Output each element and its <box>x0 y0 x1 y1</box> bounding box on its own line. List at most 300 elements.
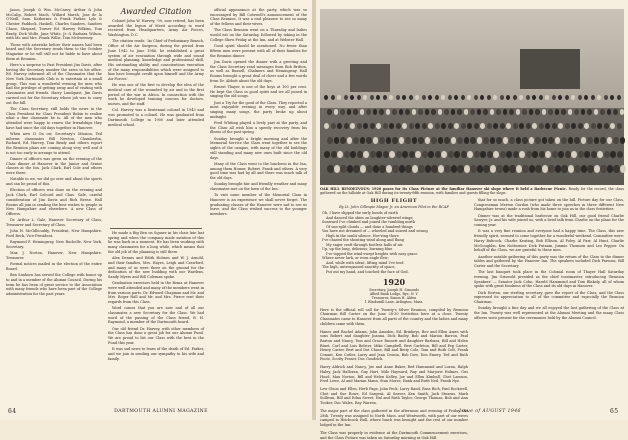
photo-person <box>516 109 521 115</box>
photo-person <box>591 123 596 129</box>
photo-person <box>340 109 345 115</box>
photo-person <box>425 137 431 144</box>
photo-person <box>613 165 620 173</box>
paragraph: Here is the official roll call for Twenty's Silver Reunion, compiled by Reunion Chairman Bill Carter on the June 28-30 festivities here at a close. Twenty Classmates came to Hanover from all parts of the country and the ladies and many children came with them. <box>320 307 468 326</box>
photo-person <box>457 165 464 173</box>
photo-person <box>610 95 614 100</box>
class-notes-column-1 <box>320 307 468 440</box>
photo-person <box>578 95 582 100</box>
left-column-3 <box>210 8 307 404</box>
poem-line: Oh, I have slipped the surly bonds of earth <box>322 211 398 215</box>
photo-person <box>441 95 445 100</box>
paragraph: Ernest Thayer is one of the boys at 100 per cent. He kept the Class in good spirit and we all joined in singing the old songs. <box>210 84 307 99</box>
photo-person <box>545 123 550 129</box>
photo-person <box>591 151 597 158</box>
paragraph: The major part of the class gathered in the afternoon and evening of Friday, the 28th. Twenty was assigned to North Mass. and Wentworth, with part of our wives camped in Hitchcock Hall, where lunch was brought and the rest of our number lodged in the Inn. <box>320 409 468 427</box>
photo-person <box>587 165 594 173</box>
photo-person <box>402 123 407 129</box>
photo-person <box>389 95 393 100</box>
photo-person <box>412 109 417 115</box>
photo-person <box>370 151 376 158</box>
paragraph: Dinner of officers was given on the evening of the Class dinner at Hanover in the Junior and Senior classes at the Inn. Jack Clark, Earl Cole and others were there. <box>6 157 102 176</box>
paragraph: When new II On ow, Secretary's Mission, Ted informs classmates Bill Newton, Chamberlin, Richard, Ed. Harvey, Tom Brady and others report the Reunion plans are coming along very well and it is not too early to arrange to attend. <box>6 131 102 155</box>
photo-person <box>470 137 476 144</box>
class-officer-line: Allied Bank Lodge, Rye, N. Y. <box>369 292 419 297</box>
photo-person <box>392 165 399 173</box>
paragraph: official appearance at the party, which was so encouraged by Bill Cotswell's announcement of the Class Reunion. It was a real pleasure to see so many of the fellows and their wives. <box>210 8 307 27</box>
photo-person <box>587 137 593 144</box>
photo-person <box>431 109 436 115</box>
paragraph: John H. McGillicuddy, President, New Hampshire. Ford Beck, Vice-President. <box>6 229 102 238</box>
photo-person <box>513 151 519 158</box>
photo-person <box>418 137 424 144</box>
photo-person <box>493 95 497 100</box>
photo-person <box>363 123 368 129</box>
photo-person <box>360 109 365 115</box>
photo-person <box>383 123 388 129</box>
left-column-2-continued <box>108 231 204 404</box>
paragraph: Fred Whiting played a lively part at the party, and the Class all wish him a speedy recovery from his illness of the past spring. <box>210 121 307 135</box>
paragraph: The citation reads: 'As Chief of Preliminary Branch, Office of the Air Surgeon, during the period from June 1942 to June 1946, he established a great system of air evacuation through wide and sound medical planning, knowledge and professional skill. His outstanding ability and conscientious execution of the many responsibilities which were assigned to him have brought credit upon himself and the Army Air Forces.' <box>108 39 204 82</box>
photo-person <box>516 137 522 144</box>
poem-line: High in the sunlit silence. Hov'ring there <box>326 233 399 238</box>
class-officer-line: 1 Windsmill Lane, Arlington, Mass. <box>364 300 424 305</box>
photo-person <box>552 151 558 158</box>
photo-person <box>617 123 622 129</box>
photo-person <box>600 109 605 115</box>
photo-person <box>435 151 441 158</box>
photo-person <box>350 123 355 129</box>
photo-person <box>483 165 490 173</box>
photo-person <box>461 95 465 100</box>
paragraph: Dr. Arthur L. Gale, Hanover Secretary of Class, Treasurer and Secretary of Class. <box>6 218 102 227</box>
paragraph: Sunday brought a fine day and we all enjoyed the last gathering of the Class at the Inn. Twenty was well represented at the Alumni Meeting and the many Class officers were present for the ceremonies held by the Alumni Council. <box>474 306 624 320</box>
photo-crowd <box>320 89 624 185</box>
class-officer-line: Treasurer, Simon H. Alden <box>371 296 417 301</box>
photo-person <box>477 137 483 144</box>
paragraph: Graduation exercises held in the Bema at Hanover were well attended and many of the members went in from various parts. Dr. Edward Chapman and Mr. and Mrs. Roger Hall and Mr. and Mrs. Pierce sent their regards from this Class. <box>108 281 204 305</box>
photo-person <box>451 137 457 144</box>
photo-person <box>415 151 421 158</box>
paragraph: He was one of the first to develop the idea of the medical care of the wounded by air and in the first period of the war in Africa. In connection with the work he developed training courses for doctors, nurses, and the staff. <box>108 83 204 107</box>
photo-person <box>506 123 511 129</box>
photo-person <box>340 165 347 173</box>
photo-person <box>331 123 336 129</box>
paragraph: Lew Olson and Ellen, Herb Page, John Peck, Larry Rand, Russ Rich, Paul Rockwell, Chet and Sue Rowe, Ed Sargent, Al Seaver, Ken Smith, Jack Stearns, Mark Sullivan, Bill and Edna Sweet, Hal and Ruth Taylor, George Thomas, Bob and Ann Tucker, Doc Wales, Ray Warren. <box>320 387 468 406</box>
photo-person <box>435 95 439 100</box>
poem-line: Put out my hand, and touched the face of God. <box>326 269 409 274</box>
photo-person <box>480 123 485 129</box>
photo-person <box>571 151 577 158</box>
paragraph: The Class Reunion went on a Thursday and ladies would eat on the Saturday, followed by taking in the College Show Friday at the Inn, and at Webster Hall. <box>210 28 307 42</box>
photo-person <box>373 109 378 115</box>
photo-person <box>431 137 437 144</box>
paragraph: Col. Harvey was a lieutenant colonel in 1943 and was promoted to a colonel. He was graduated from Dartmouth College in 1900 and later attended medical school. <box>108 108 204 127</box>
paragraph: Colonel John W. Harvey, '00, now retired, has been awarded the legion of Merit according to word received from Headquarters, Army Air Forces, Washington, D.C. <box>108 19 204 38</box>
photo-person <box>548 137 554 144</box>
photo-person <box>522 165 529 173</box>
photo-person <box>500 151 506 158</box>
photo-person <box>513 123 518 129</box>
photo-person <box>357 151 363 158</box>
poem-line: And, while with silent, lifting mind I've trod <box>326 260 404 265</box>
photo-person <box>360 137 366 144</box>
photo-person <box>334 109 339 115</box>
photo-person <box>457 137 463 144</box>
photo-person <box>431 165 438 173</box>
photo-person <box>597 151 603 158</box>
photo-person <box>454 123 459 129</box>
photo-person <box>493 151 499 158</box>
photo-person <box>558 151 564 158</box>
photo-person <box>357 95 361 100</box>
paragraph: The Class Secretary, still holds the news in the Class President for Class President Rubin to realize what a fine classmate he is. All of the men who attended were happy to renew the friendships they have had since the old days together in Hanover. <box>6 106 102 130</box>
photo-person <box>402 151 408 158</box>
photo-person <box>399 109 404 115</box>
photo-person <box>347 109 352 115</box>
photo-person <box>620 109 625 115</box>
photo-person <box>487 95 491 100</box>
photo-person <box>474 123 479 129</box>
awarded-citation-heading: Awarded Citation <box>120 7 192 16</box>
photo-person <box>568 137 574 144</box>
paragraph: Formal notices mailed in the election of the entire Board. <box>6 262 102 271</box>
photo-person <box>422 123 427 129</box>
photo-person <box>409 95 413 100</box>
photo-person <box>324 123 329 129</box>
citation-divider <box>110 228 202 229</box>
paragraph: Jim Davis opened the dinner with a greeting and the Class Secretary read messages from Bob Britton, as well as Russell, Chalmers and Hemingway. Hall Rooms brought a great deal of cheer and a few words from Dr. Abbott about the old days. <box>210 59 307 83</box>
poem-heading: HIGH FLIGHT <box>370 198 418 204</box>
photo-person <box>467 151 473 158</box>
photo-person <box>480 151 486 158</box>
photo-person <box>409 151 415 158</box>
class-notes-column-2 <box>474 198 624 404</box>
photo-person <box>405 137 411 144</box>
photo-person <box>539 95 543 100</box>
photo-person <box>415 123 420 129</box>
paragraph: Another notable gathering of this party was the return of the Class to the dinner tables and gathered by the Hanover Inn. The speakers included Dick Parsons, Bill Carter and the Secretary. <box>474 254 624 268</box>
photo-person <box>366 137 372 144</box>
photo-person <box>428 123 433 129</box>
photo-person <box>376 95 380 100</box>
photo-person <box>344 95 348 100</box>
left-footer-title: DARTMOUTH ALUMNI MAGAZINE <box>114 409 208 414</box>
photo-person <box>425 109 430 115</box>
photo-person <box>604 151 610 158</box>
paragraph: It was a very fine reunion and everyone had a happy time. The Class, this new friendly spirit, seemed to come together for a wonderful weekend. Committee were: Harry Babcock, Charlie Keating, Bob Ellison, Al Foley, Al Parr, Al Hunt, Charlie McGoughlin, Ken Notturnier, Dick Putnam, Jimmie Thomsen and Leo Pepper. On behalf of the Class, we are grateful to these men. <box>474 229 624 253</box>
poem-text <box>320 211 468 274</box>
paragraph: Alex Dennis and Edith Holmes and W. J. Arnold, and their families, Mrs. Hayes, Leigh and Crawford, and many of us were there on the ground for the dedication of the new building with our Wardens. Sandy Myers and Bill Coleman spoke. <box>108 256 204 279</box>
photo-person <box>350 95 354 100</box>
photo-person <box>535 109 540 115</box>
photo-person <box>392 137 398 144</box>
photo-person <box>402 95 406 100</box>
photo-person <box>376 151 382 158</box>
photo-person <box>574 165 581 173</box>
poem-line: Up, up the long, delirious, burning blue <box>322 247 393 251</box>
photo-person <box>555 137 561 144</box>
poem-block <box>320 198 468 440</box>
photo-person <box>373 137 379 144</box>
photo-person <box>470 109 475 115</box>
paragraph: Here's a surprise to Past President Jim Davis, after having the Secretary number the news in his office. Ed. Harvey informed all of the Classmates that the New York Dartmouth Club is to entertain at a small group. This was a wonderful evening for men who had the privilege of getting away and of visiting with classmates and friends. Harry Lundquist, Jim Davis carried out for the Secretary whose job was to carry out the bill. <box>6 62 102 105</box>
photo-person <box>438 109 443 115</box>
photo-person <box>441 151 447 158</box>
photo-person <box>604 123 609 129</box>
photo-person <box>620 137 626 144</box>
photo-person <box>464 137 470 144</box>
photo-person <box>578 123 583 129</box>
photo-person <box>565 95 569 100</box>
paragraph: The last banquet took place in the Colonial room of Thayer Hall Saturday evening. Jim Griswold presided as the chief toastmaster, introducing 'Reunion Speakers' — Senator Jack Cohn, Harold Hammond and Tom Blakely, all of whom spoke with great fondness of the Class and its old days in Hanover. <box>474 270 624 289</box>
photo-person <box>532 95 536 100</box>
paragraph: Raymond F. Hemingway, New Rochelle, New York, Secretary. <box>6 240 102 249</box>
photo-person <box>548 109 553 115</box>
photo-person <box>344 151 350 158</box>
photo-person <box>376 123 381 129</box>
paragraph: Harry Aldrich and Nancy, Joe and Anne Baker, Red Hammond and Lorna, Ralph Haley, Jack Halloran, Guy Hart, Milo Hayward, Ray and Marjorie Holmes, Gus Hood, Max Norton, Bill and Helen Kelley, Joe and Ellen Kimball, Chet Lamson, Fred Lowe, Al and Marian Mann, Stan Morse, Hank and Ruth Neil, Frank Nye. <box>320 365 468 384</box>
photo-person <box>383 151 389 158</box>
photo-person <box>405 165 412 173</box>
photo-person <box>610 123 615 129</box>
class-officers <box>320 288 468 304</box>
photo-person <box>490 109 495 115</box>
photo-person <box>607 137 613 144</box>
photo-person <box>347 137 353 144</box>
paragraph: Sunday brought fair and friendly weather and many classmates met on the lawn of the Inn. <box>210 182 307 191</box>
photo-person <box>444 165 451 173</box>
photo-person <box>331 151 337 158</box>
photo-person <box>617 95 621 100</box>
photo-person <box>370 123 375 129</box>
photo-person <box>542 109 547 115</box>
photo-person <box>509 165 516 173</box>
photo-person <box>454 151 460 158</box>
poem-line: The high, untrespassed sanctity of space, <box>322 265 396 269</box>
photo-person <box>610 151 616 158</box>
right-footer-title: Issue of AUGUST 1946 <box>459 409 521 414</box>
photo-person <box>435 123 440 129</box>
photo-person <box>396 123 401 129</box>
photo-person <box>392 109 397 115</box>
photo-person <box>366 109 371 115</box>
photo-person <box>513 95 517 100</box>
photo-person <box>415 95 419 100</box>
photo-person <box>604 95 608 100</box>
photo-person <box>529 137 535 144</box>
photo-person <box>552 95 556 100</box>
photo-person <box>383 95 387 100</box>
photo-person <box>379 165 386 173</box>
photo-person <box>581 109 586 115</box>
photo-person <box>574 137 580 144</box>
paragraph: Dick Horton, our sterling secretary, gave the report of the Class, and the Class expressed its appreciation to all of the committee and especially the Reunion Chairman. <box>474 290 624 305</box>
poem-byline: By Lt. John Gillespie Magee Jr. an American Pilot in the RCAF <box>339 205 449 209</box>
class-reunion-photo <box>320 9 624 185</box>
photo-person <box>448 123 453 129</box>
photo-person <box>568 109 573 115</box>
photo-person <box>396 151 402 158</box>
photo-person <box>526 123 531 129</box>
photo-person <box>363 95 367 100</box>
photo-person <box>389 151 395 158</box>
photo-person <box>444 137 450 144</box>
photo-person <box>594 109 599 115</box>
photo-person <box>441 123 446 129</box>
photo-person <box>574 109 579 115</box>
photo-person <box>581 137 587 144</box>
photo-person <box>617 151 623 158</box>
photo-person <box>591 95 595 100</box>
photo-person <box>379 109 384 115</box>
photo-person <box>428 151 434 158</box>
poem-line: You have not dreamed of — wheeled and soared and swung <box>322 229 428 233</box>
photo-person <box>457 109 462 115</box>
photo-person <box>389 123 394 129</box>
photo-building <box>520 49 580 89</box>
paragraph: Election of officers was done on the evening and Jack Clark, Earl Colcord and Chas. Gale, careful consideration of Jim Davis and Rich Reese. Hall Rooms all join in sending the best wishes to people in New Hampshire and elsewhere. A new Class of Officers. <box>6 188 102 216</box>
photo-person <box>331 95 335 100</box>
photo-person <box>584 151 590 158</box>
paragraph: He made a Big Ben on Square in his chair late last spring and when the company made mention of this he was back in a moment. He has been working with many classmates for a long while, which means that the old job of the planning is still there. <box>108 231 204 254</box>
photo-person <box>344 123 349 129</box>
photo-person <box>555 109 560 115</box>
photo-person <box>565 151 571 158</box>
photo-person <box>594 137 600 144</box>
photo-person <box>327 137 333 144</box>
photo-person <box>496 137 502 144</box>
paragraph: Max J. Norton, Hanover, New Hampshire. Treasurer. <box>6 251 102 260</box>
photo-person <box>503 137 509 144</box>
poem-line: I've chased the shouting wind along and flung <box>322 238 404 242</box>
photo-person <box>418 165 425 173</box>
poem-line: I've topped the wind-swept heights with easy grace <box>326 251 418 256</box>
photo-person <box>474 95 478 100</box>
photo-person <box>532 123 537 129</box>
photo-person <box>496 165 503 173</box>
paragraph: Jason, Joseph & Wm. McCarey, Arthur & John McCalip, Robert Mach, Willard Marsh, Jose de la O'Neill, Sam. Katherine & Frank Parker, Lyle & Chester Paddock, Haskell, Charles Sanders, Sanders Chase, Shepard, Turner Ed. Harvey Wilkins, Tom Brady, Dick Wolfe, Jane White, Jr. & Barbara Wilson, with Mr. and Mrs. Frank Willis, Tom McSweeney. <box>6 8 102 41</box>
photo-person <box>500 123 505 129</box>
photo-person <box>337 123 342 129</box>
photo-person <box>561 165 568 173</box>
paragraph: Those with asterisks before their names had been heard and the Secretary sends them to the October Magazine or he will still not be liable to have about them at Reunion. <box>6 42 102 61</box>
photo-person <box>409 123 414 129</box>
poem-line: My eager craft through footless halls of air. <box>326 242 404 247</box>
photo-person <box>500 95 504 100</box>
photo-person <box>386 109 391 115</box>
paragraph: Ben Sanborn has served the College with honor up to and in a member of the Alumni Council. During his term he has been of great service to the Association with many friends who have been part of the College administration for the past years. <box>6 273 102 297</box>
photo-person <box>379 137 385 144</box>
photo-person <box>490 137 496 144</box>
photo-person <box>418 109 423 115</box>
photo-person <box>607 109 612 115</box>
photo-person <box>461 151 467 158</box>
class-officer-line: Secretary, Joseph H. Simonds <box>369 288 419 292</box>
photo-person <box>526 151 532 158</box>
photo-person <box>487 151 493 158</box>
paragraph: Notable in we, we did go over and about the sports and can be proud of this. <box>6 177 102 187</box>
photo-person <box>506 95 510 100</box>
photo-person <box>353 165 360 173</box>
photo-person <box>503 109 508 115</box>
photo-person <box>353 137 359 144</box>
photo-person <box>467 123 472 129</box>
photo-person <box>545 95 549 100</box>
citation-article <box>108 19 204 225</box>
paragraph: that for so much, a class picture got taken on the hill. Picture day for our Class, Congressman Merton Gordon (who made three speeches in three different New Hampshire towns) made a rush from his home to join us in the class festivities. <box>474 198 624 212</box>
photo-person <box>529 109 534 115</box>
photo-person <box>571 95 575 100</box>
photo-person <box>366 165 373 173</box>
photo-person <box>539 123 544 129</box>
photo-person <box>350 151 356 158</box>
photo-person <box>412 137 418 144</box>
paragraph: To visit some member of the Memorial Class in Hanover is an experience we shall never forget. The graduating classes of the Hanover were sad to see us leave, and the Class wished success to the younger members. <box>210 193 307 217</box>
photo-person <box>487 123 492 129</box>
photo-person <box>337 151 343 158</box>
photo-person <box>587 109 592 115</box>
photo-person <box>506 151 512 158</box>
photo-person <box>428 95 432 100</box>
photo-person <box>600 137 606 144</box>
photo-person <box>578 151 584 158</box>
photo-person <box>522 137 528 144</box>
photo-person <box>448 151 454 158</box>
photo-person <box>571 123 576 129</box>
photo-person <box>438 137 444 144</box>
photo-person <box>558 123 563 129</box>
photo-person <box>597 123 602 129</box>
photo-person <box>474 151 480 158</box>
photo-person <box>532 151 538 158</box>
poem-line: Of sun-split clouds — and done a hundred things <box>326 224 413 229</box>
photo-person <box>561 137 567 144</box>
paragraph: Just a Try for the good of the Class. They reported a most enjoyable evening in every way, and after singing many songs, the party broke up about midnight. <box>210 100 307 119</box>
photo-person <box>493 123 498 129</box>
photo-person <box>464 109 469 115</box>
photo-person <box>327 109 332 115</box>
photo-building <box>350 64 390 92</box>
photo-person <box>496 109 501 115</box>
class-year-heading: 1920 <box>382 277 406 287</box>
photo-person <box>526 95 530 100</box>
photo-person <box>620 165 627 173</box>
photo-person <box>600 165 607 173</box>
right-page-number: 65 <box>610 408 619 415</box>
photo-person <box>444 109 449 115</box>
paragraph: Good spirit should be mentioned. No fewer than fifteen men were present with all of their families for the Reunion dinner. <box>210 44 307 58</box>
photo-person <box>370 95 374 100</box>
photo-person <box>545 151 551 158</box>
paragraph: Many of the Class went to the luncheon in the Inn, among them Homer, Robert, Frank and others. A very good time was had by all and there was much talk of the old days. <box>210 161 307 180</box>
photo-person <box>467 95 471 100</box>
paragraph: Sunday brought a bright morning and after the Memorial Service the Class went together to see the sights of the campus, with many of the old buildings still standing and many new ones built since the old days. <box>210 136 307 160</box>
paragraph: Word comes that you are now and of all our classmates a new Secretary for the Class. We had word of the passing of the Class friend, R. H. Raymond, a member of the Dartmouth board. <box>108 306 204 325</box>
photo-person <box>340 137 346 144</box>
left-page-number: 64 <box>8 408 17 415</box>
photo-person <box>405 109 410 115</box>
photo-caption-title: OAK HILL RENDEZVOUS: 1920 poses for its Class Picture at the familiar Hanover ski slope where it held a Barbecue Picnic. <box>320 187 567 191</box>
photo-person <box>483 137 489 144</box>
photo-person <box>542 137 548 144</box>
poem-line: Where never lark, or even eagle flew; <box>322 256 389 260</box>
photo-person <box>539 151 545 158</box>
photo-person <box>324 151 330 158</box>
photo-person <box>613 137 619 144</box>
photo-person <box>451 109 456 115</box>
paragraph: Dinner was at the traditional barbecue on Oak Hill, our good friend Charlie Sawyer, Jr. and his wife joined us, with a brief talk from Charlie on the plans for the coming year. <box>474 213 624 228</box>
